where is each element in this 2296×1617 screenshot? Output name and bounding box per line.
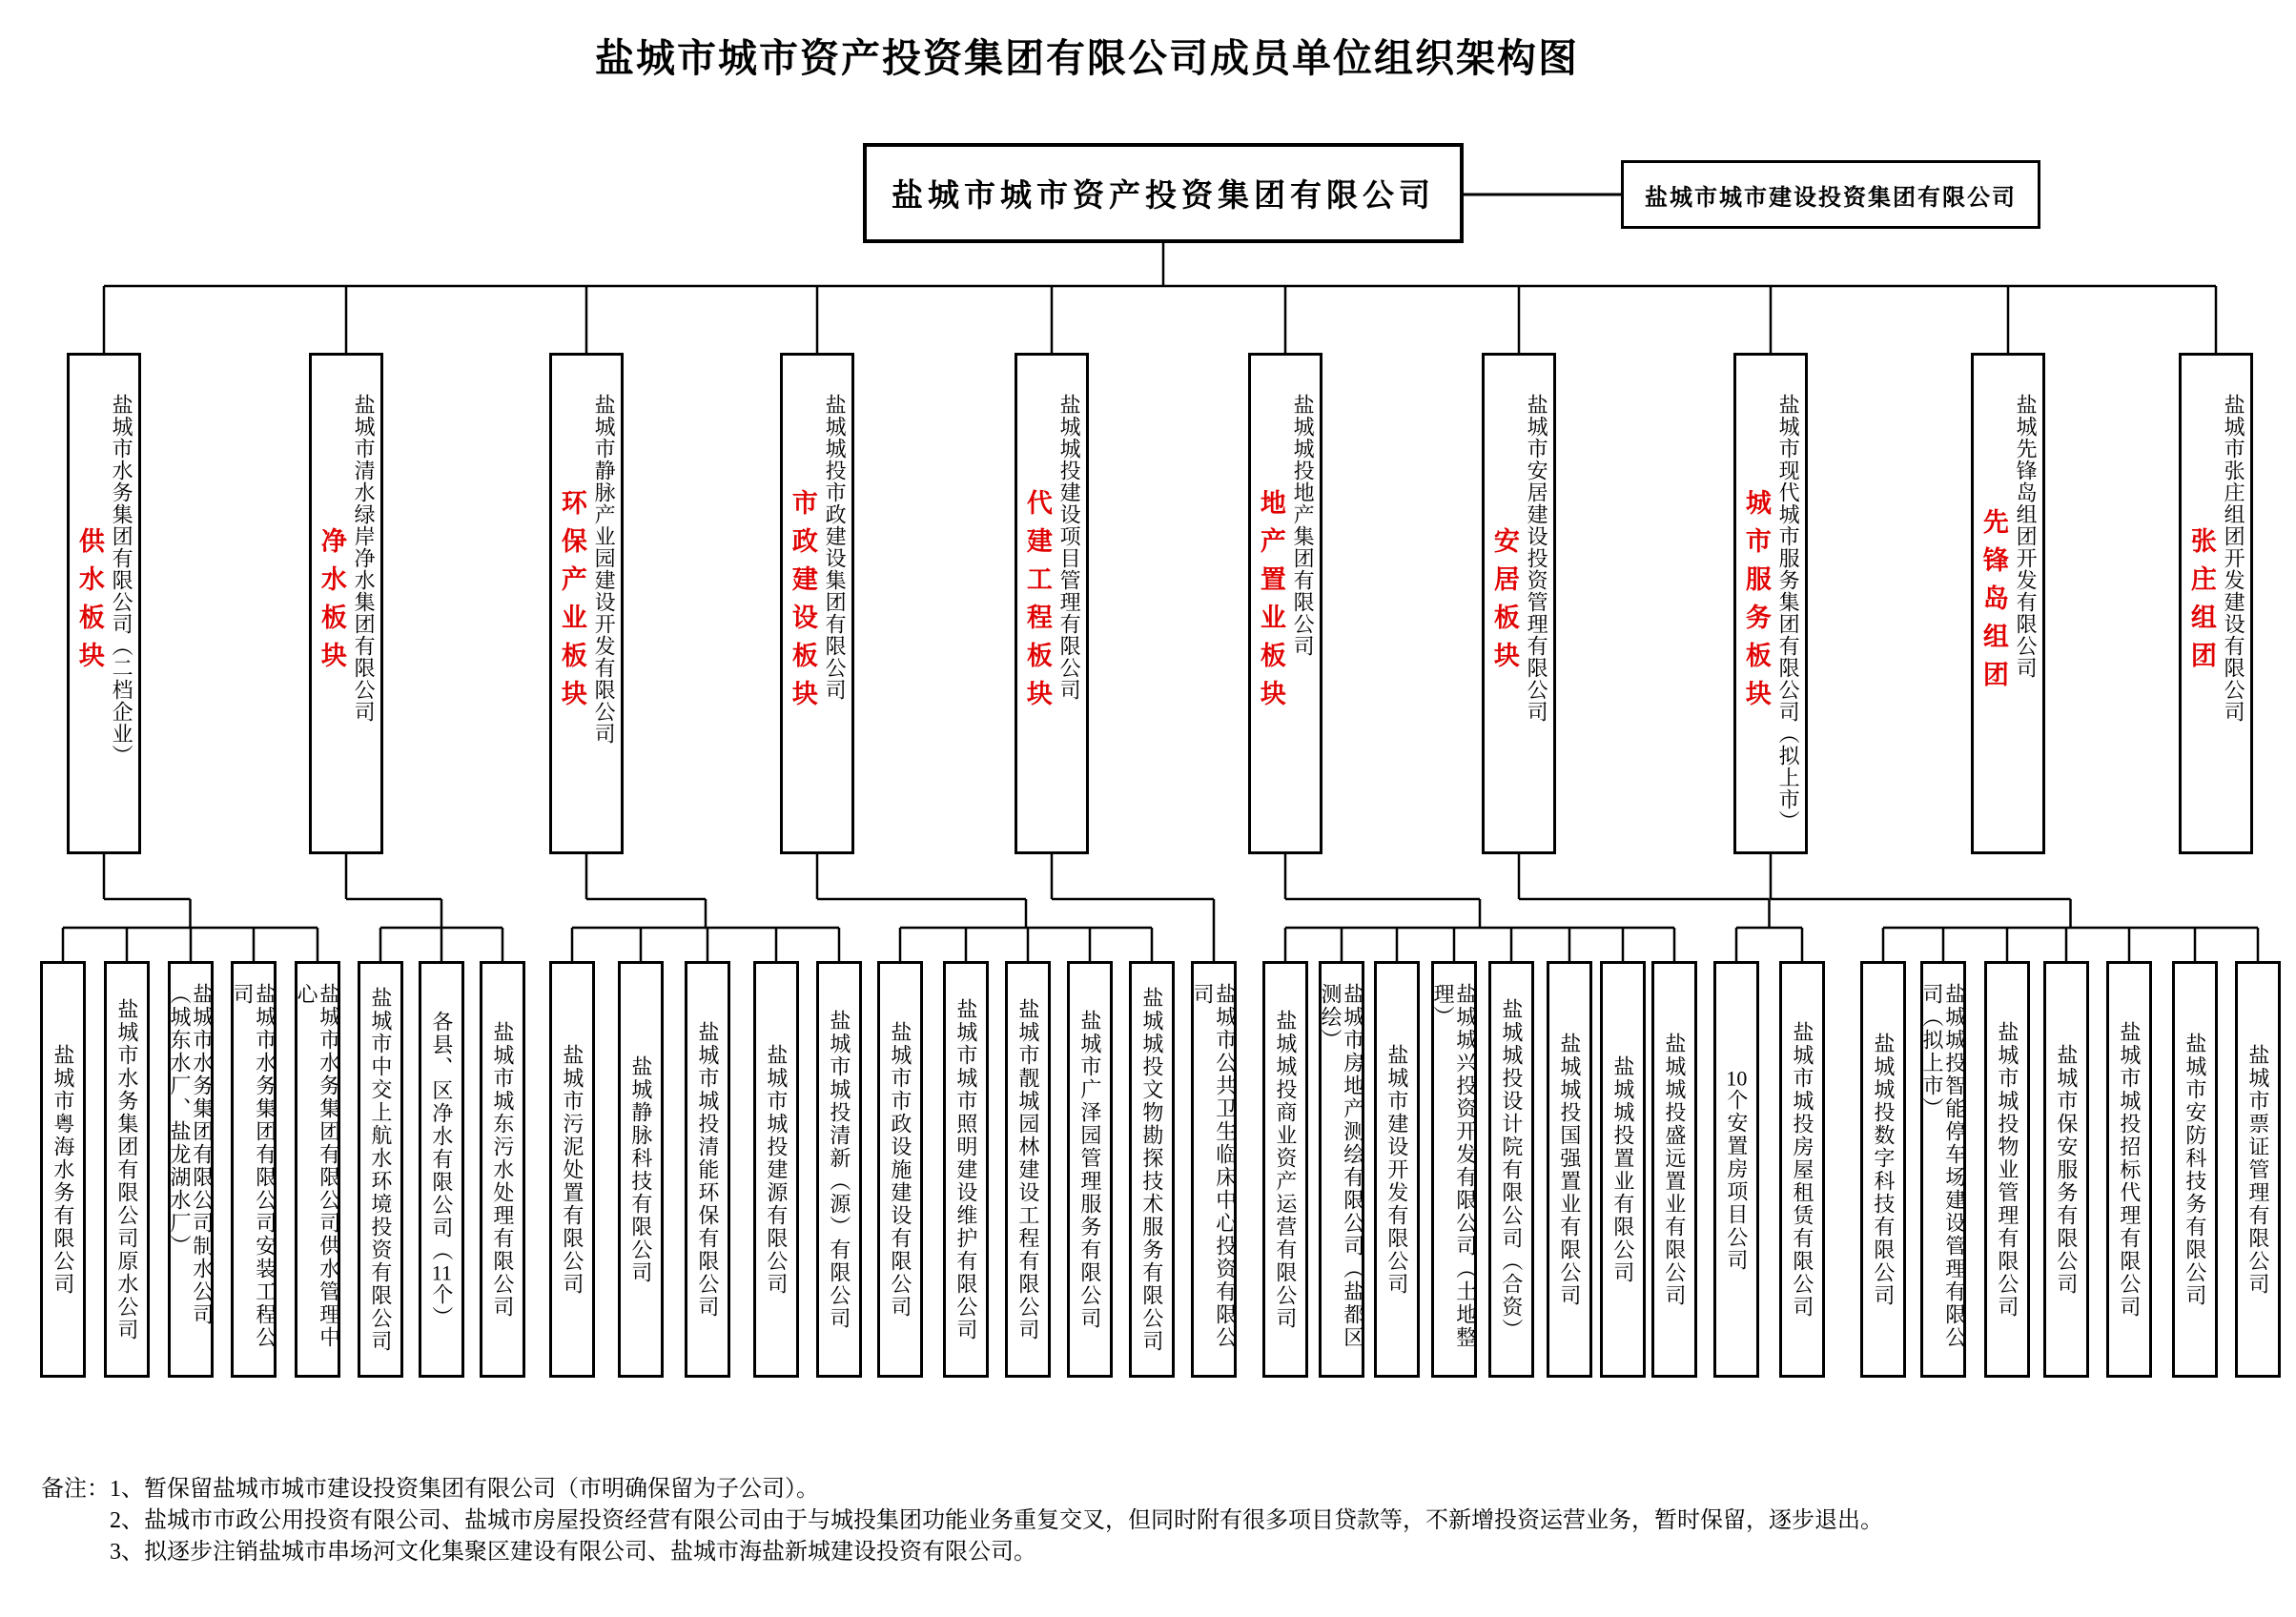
- sector-company-name: 盐城市安居建设投资管理有限公司: [1525, 394, 1549, 723]
- subsidiary-box: [1129, 961, 1175, 1378]
- subsidiary-box: [816, 961, 862, 1378]
- chart-title: 盐城市城市资产投资集团有限公司成员单位组织架构图: [595, 36, 1579, 80]
- note-line: 1、暂保留盐城市城市建设投资集团有限公司（市明确保留为子公司）。: [110, 1477, 819, 1502]
- sector-company-name: 盐城城投市政建设集团有限公司: [823, 394, 848, 701]
- subsidiary-name: 盐城市安防科技务有限公司: [2183, 1032, 2207, 1307]
- sector-box: [1015, 353, 1089, 854]
- sector-label: 先锋岛组团: [1978, 508, 2008, 699]
- sector-company-name: 盐城市现代城市服务集团有限公司（拟上市）: [1776, 394, 1801, 832]
- subsidiary-box: [1262, 961, 1308, 1378]
- sector-label: 安居板块: [1489, 527, 1519, 680]
- root-company-name: 盐城市城市资产投资集团有限公司: [892, 179, 1435, 214]
- subsidiary-name: 盐城市靓城园林建设工程有限公司: [1015, 997, 1040, 1341]
- subsidiary-name: 盐城静脉科技有限公司: [628, 1054, 653, 1284]
- subsidiary-name: 盐城市水务集团有限公司供水管理中心: [295, 982, 341, 1349]
- notes-prefix: 备注：: [41, 1477, 110, 1502]
- subsidiary-name: 盐城市城投招标代理有限公司: [2117, 1020, 2142, 1319]
- subsidiary-name: 盐城市城投清新（源）有限公司: [827, 1009, 851, 1330]
- subsidiary-box: [877, 961, 923, 1378]
- subsidiary-box: [1779, 961, 1825, 1378]
- notes-block: [41, 1474, 1883, 1568]
- subsidiary-name: 盐城市广泽园管理服务有限公司: [1077, 1009, 1102, 1330]
- subsidiary-name: 盐城城投置业有限公司: [1610, 1054, 1635, 1284]
- subsidiary-box: [943, 961, 989, 1378]
- sector-company-name: 盐城市张庄组团开发建设有限公司: [2222, 394, 2246, 723]
- sector-box: [2179, 353, 2253, 854]
- sector-label: 环保产业板块: [557, 489, 586, 718]
- subsidiary-name: 盐城市水务集团有限公司原水公司: [114, 997, 139, 1341]
- subsidiary-name: 盐城市中交上航水环境投资有限公司: [368, 986, 393, 1353]
- subsidiary-box: [168, 961, 214, 1378]
- subsidiary-name: 盐城市城投物业管理有限公司: [1995, 1020, 2019, 1319]
- sector-label: 地产置业板块: [1256, 489, 1285, 718]
- sector-box: [1248, 353, 1322, 854]
- subsidiary-box: [618, 961, 664, 1378]
- subsidiary-box: [2235, 961, 2281, 1378]
- subsidiary-name: 盐城市城投房屋租赁有限公司: [1790, 1020, 1814, 1319]
- subsidiary-name: 盐城市房地产测绘有限公司（盐都区测绘）: [1319, 982, 1365, 1349]
- subsidiary-name: 盐城市粤海水务有限公司: [51, 1043, 75, 1296]
- sector-box: [1482, 353, 1556, 854]
- subsidiary-name: 盐城城投设计院有限公司（合资）: [1499, 997, 1524, 1341]
- subsidiary-name: 盐城市城投建源有限公司: [764, 1043, 789, 1296]
- sector-box: [549, 353, 624, 854]
- sector-company-name: 盐城市静脉产业园建设开发有限公司: [592, 394, 617, 745]
- subsidiary-name: 盐城市保安服务有限公司: [2054, 1043, 2079, 1296]
- subsidiary-box: [40, 961, 86, 1378]
- subsidiary-box: [1920, 961, 1966, 1378]
- subsidiary-name: 盐城市公共卫生临床中心投资有限公司: [1191, 982, 1238, 1349]
- subsidiary-box: [295, 961, 340, 1378]
- sector-company-name: 盐城市清水绿岸净水集团有限公司: [352, 394, 377, 723]
- note-line: 3、拟逐步注销盐城市串场河文化集聚区建设有限公司、盐城市海盐新城建设投资有限公司。: [110, 1540, 1036, 1565]
- notes-items: [110, 1474, 1883, 1568]
- sector-label: 供水板块: [74, 527, 104, 680]
- subsidiary-box: [1319, 961, 1364, 1378]
- subsidiary-box: [358, 961, 403, 1378]
- subsidiary-box: [231, 961, 277, 1378]
- sector-label: 净水板块: [317, 527, 346, 680]
- subsidiary-name: 盐城城投文物勘探技术服务有限公司: [1139, 986, 1164, 1353]
- affiliate-company-name: 盐城市城市建设投资集团有限公司: [1645, 185, 2017, 211]
- subsidiary-box: [549, 961, 595, 1378]
- subsidiary-box: [2172, 961, 2218, 1378]
- subsidiary-box: [685, 961, 730, 1378]
- subsidiary-box: [419, 961, 464, 1378]
- subsidiary-name: 盐城市城东污水处理有限公司: [490, 1020, 515, 1319]
- sector-box: [1971, 353, 2045, 854]
- subsidiary-name: 盐城城投盛远置业有限公司: [1662, 1032, 1687, 1307]
- sector-company-name: 盐城城投地产集团有限公司: [1291, 394, 1316, 657]
- subsidiary-name: 盐城城投商业资产运营有限公司: [1273, 1009, 1298, 1330]
- note-line: 2、盐城市市政公用投资有限公司、盐城市房屋投资经营有限公司由于与城投集团功能业务重复交叉，但同时附有很多项目贷款等，不新增投资运营业务，暂时保留，逐步退出。: [110, 1508, 1883, 1533]
- subsidiary-box: [1374, 961, 1420, 1378]
- subsidiary-name: 10个安置房项目公司: [1724, 1067, 1749, 1272]
- subsidiary-name: 盐城城投数字科技有限公司: [1871, 1032, 1896, 1307]
- sector-box: [67, 353, 141, 854]
- subsidiary-name: 盐城城投智能停车场建设管理有限公司（拟上市）: [1920, 982, 1967, 1349]
- subsidiary-name: 盐城市城投清能环保有限公司: [695, 1020, 720, 1319]
- sector-box: [309, 353, 383, 854]
- root-company-box: [863, 143, 1464, 243]
- subsidiary-box: [1005, 961, 1051, 1378]
- affiliate-company-box: [1621, 160, 2040, 229]
- subsidiary-name: 盐城城兴投资开发有限公司（土地整理）: [1431, 982, 1478, 1349]
- sector-label: 张庄组团: [2186, 527, 2216, 680]
- subsidiary-box: [1984, 961, 2030, 1378]
- subsidiary-box: [1600, 961, 1646, 1378]
- sector-company-name: 盐城市水务集团有限公司（二档企业）: [110, 394, 134, 767]
- subsidiary-name: 各县、区净水有限公司（11个）: [429, 1010, 454, 1329]
- subsidiary-box: [1191, 961, 1237, 1378]
- subsidiary-box: [1431, 961, 1477, 1378]
- subsidiary-name: 盐城市水务集团有限公司安装工程公司: [231, 982, 277, 1349]
- subsidiary-name: 盐城市城市照明建设维护有限公司: [953, 997, 978, 1341]
- sector-label: 市政建设板块: [788, 489, 817, 718]
- sector-box: [780, 353, 854, 854]
- subsidiary-name: 盐城市建设开发有限公司: [1384, 1043, 1409, 1296]
- subsidiary-box: [753, 961, 799, 1378]
- subsidiary-box: [1713, 961, 1759, 1378]
- subsidiary-box: [1067, 961, 1113, 1378]
- subsidiary-box: [1860, 961, 1906, 1378]
- subsidiary-name: 盐城城投国强置业有限公司: [1557, 1032, 1582, 1307]
- sector-label: 城市服务板块: [1741, 489, 1771, 718]
- sector-box: [1733, 353, 1808, 854]
- subsidiary-name: 盐城市水务集团有限公司制水公司（城东水厂、盐龙湖水厂）: [168, 982, 215, 1326]
- subsidiary-box: [2043, 961, 2089, 1378]
- subsidiary-name: 盐城市票证管理有限公司: [2245, 1043, 2270, 1296]
- subsidiary-box: [1651, 961, 1697, 1378]
- sector-company-name: 盐城城投建设项目管理有限公司: [1057, 394, 1082, 701]
- subsidiary-box: [104, 961, 150, 1378]
- subsidiary-box: [1547, 961, 1592, 1378]
- subsidiary-box: [2106, 961, 2152, 1378]
- sector-company-name: 盐城先锋岛组团开发有限公司: [2014, 394, 2039, 679]
- sector-label: 代建工程板块: [1022, 489, 1052, 718]
- subsidiary-name: 盐城市市政设施建设有限公司: [888, 1020, 912, 1319]
- subsidiary-name: 盐城市污泥处置有限公司: [560, 1043, 584, 1296]
- subsidiary-box: [480, 961, 525, 1378]
- subsidiary-box: [1488, 961, 1534, 1378]
